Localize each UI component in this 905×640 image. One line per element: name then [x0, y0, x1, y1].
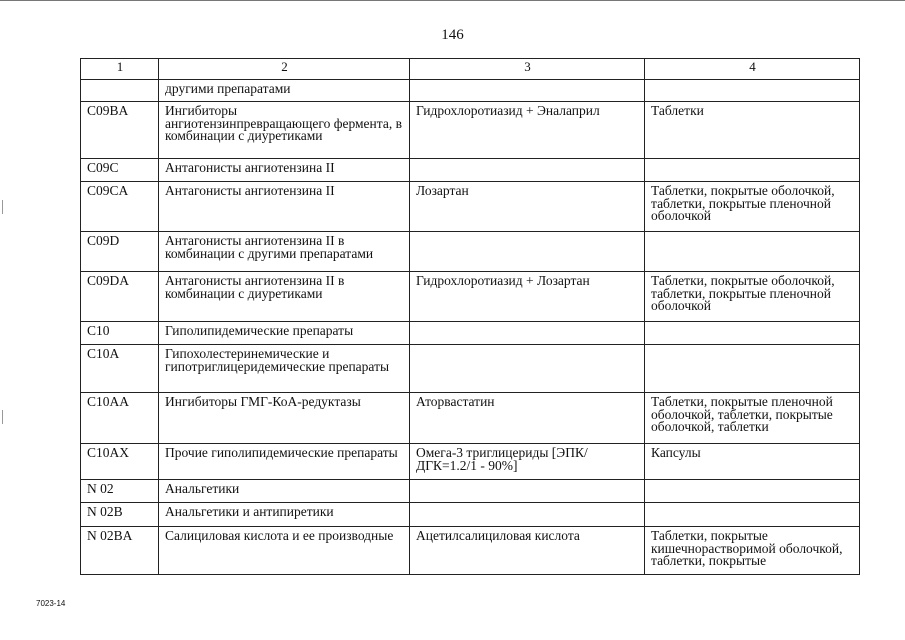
dosage-form-cell [645, 345, 860, 393]
substance-cell [410, 80, 645, 102]
group-name-cell: Антагонисты ангиотензина II в комбинации с другими препаратами [159, 232, 410, 272]
drug-classification-table [80, 58, 860, 575]
group-name-cell: другими препаратами [159, 80, 410, 102]
group-name-cell: Салициловая кислота и ее производные [159, 527, 410, 575]
substance-cell: Омега-3 триглицериды [ЭПК/ДГК=1.2/1 - 90%] [410, 444, 645, 480]
dosage-form-cell [645, 480, 860, 503]
page-number: 146 [441, 27, 464, 43]
group-name-cell: Анальгетики и антипиретики [159, 503, 410, 527]
table-row [81, 480, 860, 503]
group-name-cell: Ингибиторы ангиотензинпревращающего фермента, в комбинации с диуретиками [159, 102, 410, 159]
column-header-4: 4 [645, 59, 860, 80]
dosage-form-cell: Таблетки, покрытые кишечнорастворимой оболочкой, таблетки, покрытые [645, 527, 860, 575]
atc-code-cell: C09C [81, 159, 159, 182]
table-row [81, 322, 860, 345]
table-header-row [81, 59, 860, 80]
atc-code-cell: C09D [81, 232, 159, 272]
atc-code-cell: C10AA [81, 393, 159, 444]
table-row [81, 232, 860, 272]
substance-cell [410, 480, 645, 503]
scan-margin-mark [2, 200, 3, 214]
table-row [81, 503, 860, 527]
atc-code-cell: C10 [81, 322, 159, 345]
group-name-cell: Анальгетики [159, 480, 410, 503]
atc-code-cell: N 02BA [81, 527, 159, 575]
dosage-form-cell: Таблетки, покрытые оболочкой, таблетки, покрытые пленочной оболочкой [645, 182, 860, 232]
column-header-1: 1 [81, 59, 159, 80]
substance-cell [410, 232, 645, 272]
column-header-2: 2 [159, 59, 410, 80]
atc-code-cell [81, 80, 159, 102]
group-name-cell: Гиполипидемические препараты [159, 322, 410, 345]
substance-cell: Лозартан [410, 182, 645, 232]
atc-code-cell: C10A [81, 345, 159, 393]
substance-cell [410, 503, 645, 527]
table-row [81, 182, 860, 232]
table-row [81, 80, 860, 102]
group-name-cell: Прочие гиполипидемические препараты [159, 444, 410, 480]
footer-code: 7023-14 [36, 599, 66, 608]
group-name-cell: Ингибиторы ГМГ-КоА-редуктазы [159, 393, 410, 444]
table-row [81, 102, 860, 159]
dosage-form-cell: Таблетки [645, 102, 860, 159]
atc-code-cell: C10AX [81, 444, 159, 480]
dosage-form-cell [645, 80, 860, 102]
group-name-cell: Гипохолестеринемические и гипотриглицеридемические препараты [159, 345, 410, 393]
atc-code-cell: C09CA [81, 182, 159, 232]
substance-cell: Ацетилсалициловая кислота [410, 527, 645, 575]
group-name-cell: Антагонисты ангиотензина II [159, 159, 410, 182]
group-name-cell: Антагонисты ангиотензина II в комбинации с диуретиками [159, 272, 410, 322]
dosage-form-cell: Таблетки, покрытые пленочной оболочкой, таблетки, покрытые оболочкой, таблетки [645, 393, 860, 444]
dosage-form-cell [645, 503, 860, 527]
atc-code-cell: N 02B [81, 503, 159, 527]
dosage-form-cell [645, 232, 860, 272]
atc-code-cell: C09DA [81, 272, 159, 322]
group-name-cell: Антагонисты ангиотензина II [159, 182, 410, 232]
substance-cell [410, 345, 645, 393]
top-border-line [0, 0, 905, 1]
dosage-form-cell [645, 322, 860, 345]
scan-margin-mark [2, 410, 3, 424]
atc-code-cell: N 02 [81, 480, 159, 503]
atc-code-cell: C09BA [81, 102, 159, 159]
column-header-3: 3 [410, 59, 645, 80]
table-row [81, 444, 860, 480]
table-row [81, 393, 860, 444]
dosage-form-cell [645, 159, 860, 182]
table-row [81, 345, 860, 393]
table-row [81, 159, 860, 182]
substance-cell: Гидрохлоротиазид + Лозартан [410, 272, 645, 322]
table-row [81, 272, 860, 322]
substance-cell [410, 322, 645, 345]
dosage-form-cell: Таблетки, покрытые оболочкой, таблетки, покрытые пленочной оболочкой [645, 272, 860, 322]
dosage-form-cell: Капсулы [645, 444, 860, 480]
substance-cell [410, 159, 645, 182]
table-row [81, 527, 860, 575]
substance-cell: Аторвастатин [410, 393, 645, 444]
substance-cell: Гидрохлоротиазид + Эналаприл [410, 102, 645, 159]
